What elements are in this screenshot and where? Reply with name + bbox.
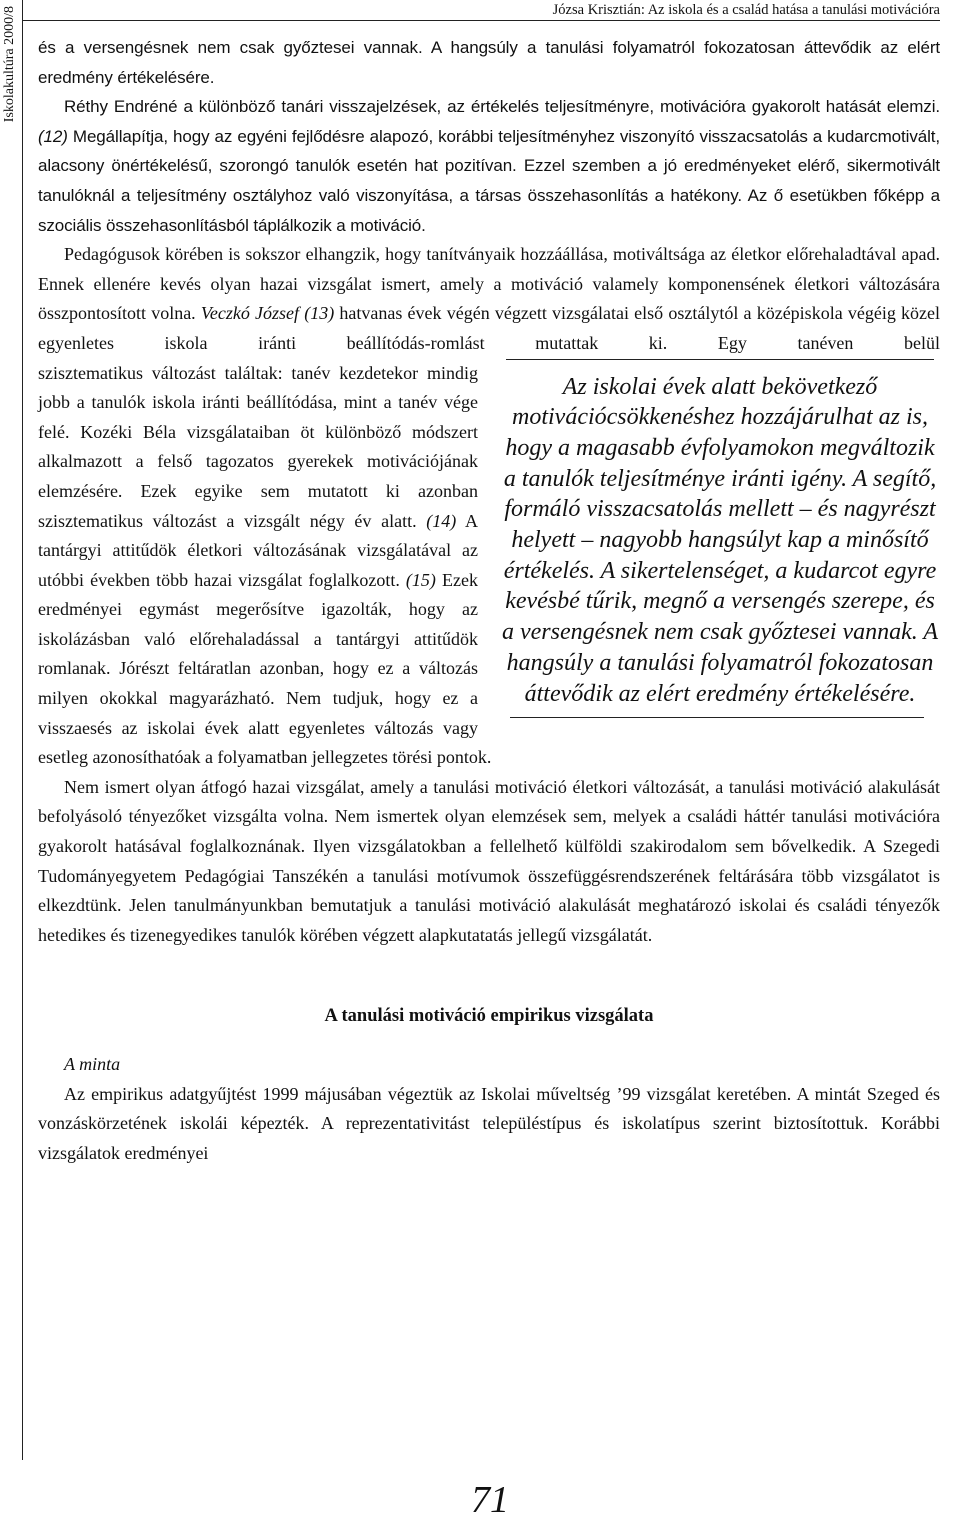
- subsection-heading: A minta: [64, 1054, 121, 1074]
- paragraph-1: és a versengésnek nem csak győztesei vannak. A hangsúly a tanulási folyamatról fokozatosan áttevődik az elért eredmény értékelésére.: [38, 38, 940, 87]
- page-number: 71: [471, 1479, 509, 1521]
- running-head: Józsa Krisztián: Az iskola és a család hatása a tanulási motivációra: [22, 2, 940, 21]
- paragraph-3-text-b-tail: szisztematikus változást találtak: tanév kezdetekor mindig jobb a tanulók iskola iránti beállítódása, mint a tanév vége felé. Kozéki Béla vizsgálataiban öt különböző módszert alkalmazott a felső tagozatos gyerekek motivációjának elemzésére. Ezek egyike sem mutatott ki azonban szisztematikus változást a vizsgált négy év alatt.: [38, 362, 478, 531]
- paragraph-2-text-a: Réthy Endréné a különböző tanári visszajelzések, az értékelés teljesítményre, motivációra gyakorolt hatását elemzi.: [64, 97, 940, 117]
- section-title: A tanulási motiváció empirikus vizsgálata: [324, 1006, 654, 1027]
- reference-14: (14): [426, 510, 457, 531]
- paragraph-3: [38, 240, 940, 358]
- journal-issue-label: Iskolakultúra 2000/8: [2, 6, 17, 123]
- paragraph-3-text-d: Ezek eredményei egymást megerősítve igazolták, hogy az iskolázásban való előrehaladással a tantárgyi attitűdök romlanak. Jórészt feltáratlan azonban, hogy ez a változás milyen okokkal magyarázható. Nem tudjuk, hogy ez a visszaesés az iskolai évek alatt egyenletes változás vagy esetleg azonosíthatóak a folyamatban jellegzetes törési pontok.: [38, 569, 492, 768]
- reference-12: (12): [38, 126, 68, 146]
- paragraph-3-text-c: A tantárgyi attitűdök életkori változásának vizsgálatával az utóbbi években több hazai vizsgálat foglalkozott.: [38, 510, 479, 590]
- reference-13: Veczkó József (13): [200, 303, 335, 324]
- sidebar: [0, 0, 23, 1460]
- pull-quote-bottom-rule: [510, 717, 924, 718]
- article-body: [38, 33, 940, 1168]
- paragraph-5: Az empirikus adatgyűjtést 1999 májusában végeztük az Iskolai műveltség ’99 vizsgálat keretében. A mintát Szeged és vonzáskörzetének iskolái képezték. A reprezentativitást településtípus és iskolatípus szerint biztosítottuk. Korábbi vizsgálatok eredményei: [38, 1083, 940, 1163]
- paragraph-4: Nem ismert olyan átfogó hazai vizsgálat, amely a tanulási motiváció életkori változását, a tanulási motiváció alakulását befolyásoló tényezőket vizsgálta volna. Nem ismertek olyan elemzések sem, melyek a családi háttér tanulási motivációra gyakorolt hatásával foglalkoznának. Ilyen vizsgálatokban a fellelhető külföldi szakirodalom sem bővelkedik. A Szegedi Tudományegyetem Pedagógiai Tanszékén a tanulási motívumok összefüggésrendszerének feltárására több vizsgálatot is elkezdtünk. Jelen tanulmányunkban bemutatjuk a tanulási motiváció alakulását meghatározó iskolai és családi tényezők hetedikes és tizenegyedikes tanulók körében végzett alapkutatatás jellegű vizsgálatát.: [38, 776, 940, 945]
- pull-quote-top-rule: [506, 359, 934, 360]
- paragraph-3-text-b-head: hatvanas évek végén végzett vizsgálatai első osztálytól a középiskola végéig közel egyenletes iskola iránti beállítódás-romlást mutattak ki. Egy tanéven belül: [38, 303, 941, 353]
- text-with-pullquote: [38, 359, 940, 951]
- pull-quote: [500, 359, 940, 719]
- reference-15: (15): [405, 569, 436, 590]
- paragraph-3-text-a: Pedagógusok körében is sokszor elhangzik, hogy tanítványaik hozzáállása, motiváltsága az életkor előrehaladtával apad. Ennek ellenére kevés olyan hazai vizsgálat ismert, amely a motiváció valamely komponensének életkori változására összpontosított volna.: [38, 244, 940, 324]
- pull-quote-text: Az iskolai évek alatt bekövetkező motivációcsökkenéshez hozzájárulhat az is, hogy a magasabb évfolyamokon megváltozik a tanulók teljesítménye iránti igény. A segítő, formáló visszacsatolás mellett – és nagyrészt helyett – nagyobb hangsúlyt kap a minősítő értékelés. A sikertelenséget, a kudarcot egyre kevésbé tűrik, megnő a versengés szerepe, és a versengésnek nem csak győztesei vannak. A hangsúly a tanulási folyamatról fokozatosan áttevődik az elért eredmény értékelésére.: [501, 373, 939, 707]
- paragraph-2: [38, 92, 940, 240]
- paragraph-2-text-b: Megállapítja, hogy az egyéni fejlődésre alapozó, korábbi teljesítményhez viszonyító visszacsatolás a kudarcmotivált, alacsony önértékelésű, szorongó tanulók esetén hat pozitívan. Ezzel szemben a jó eredményeket elérő, sikermotivált tanulóknál a teljesítmény osztályhoz való viszonyítása, a társas összehasonlítás a hatékony. Az ő esetükben főképp a szociális összehasonlításból táplálkozik a motiváció.: [38, 126, 940, 235]
